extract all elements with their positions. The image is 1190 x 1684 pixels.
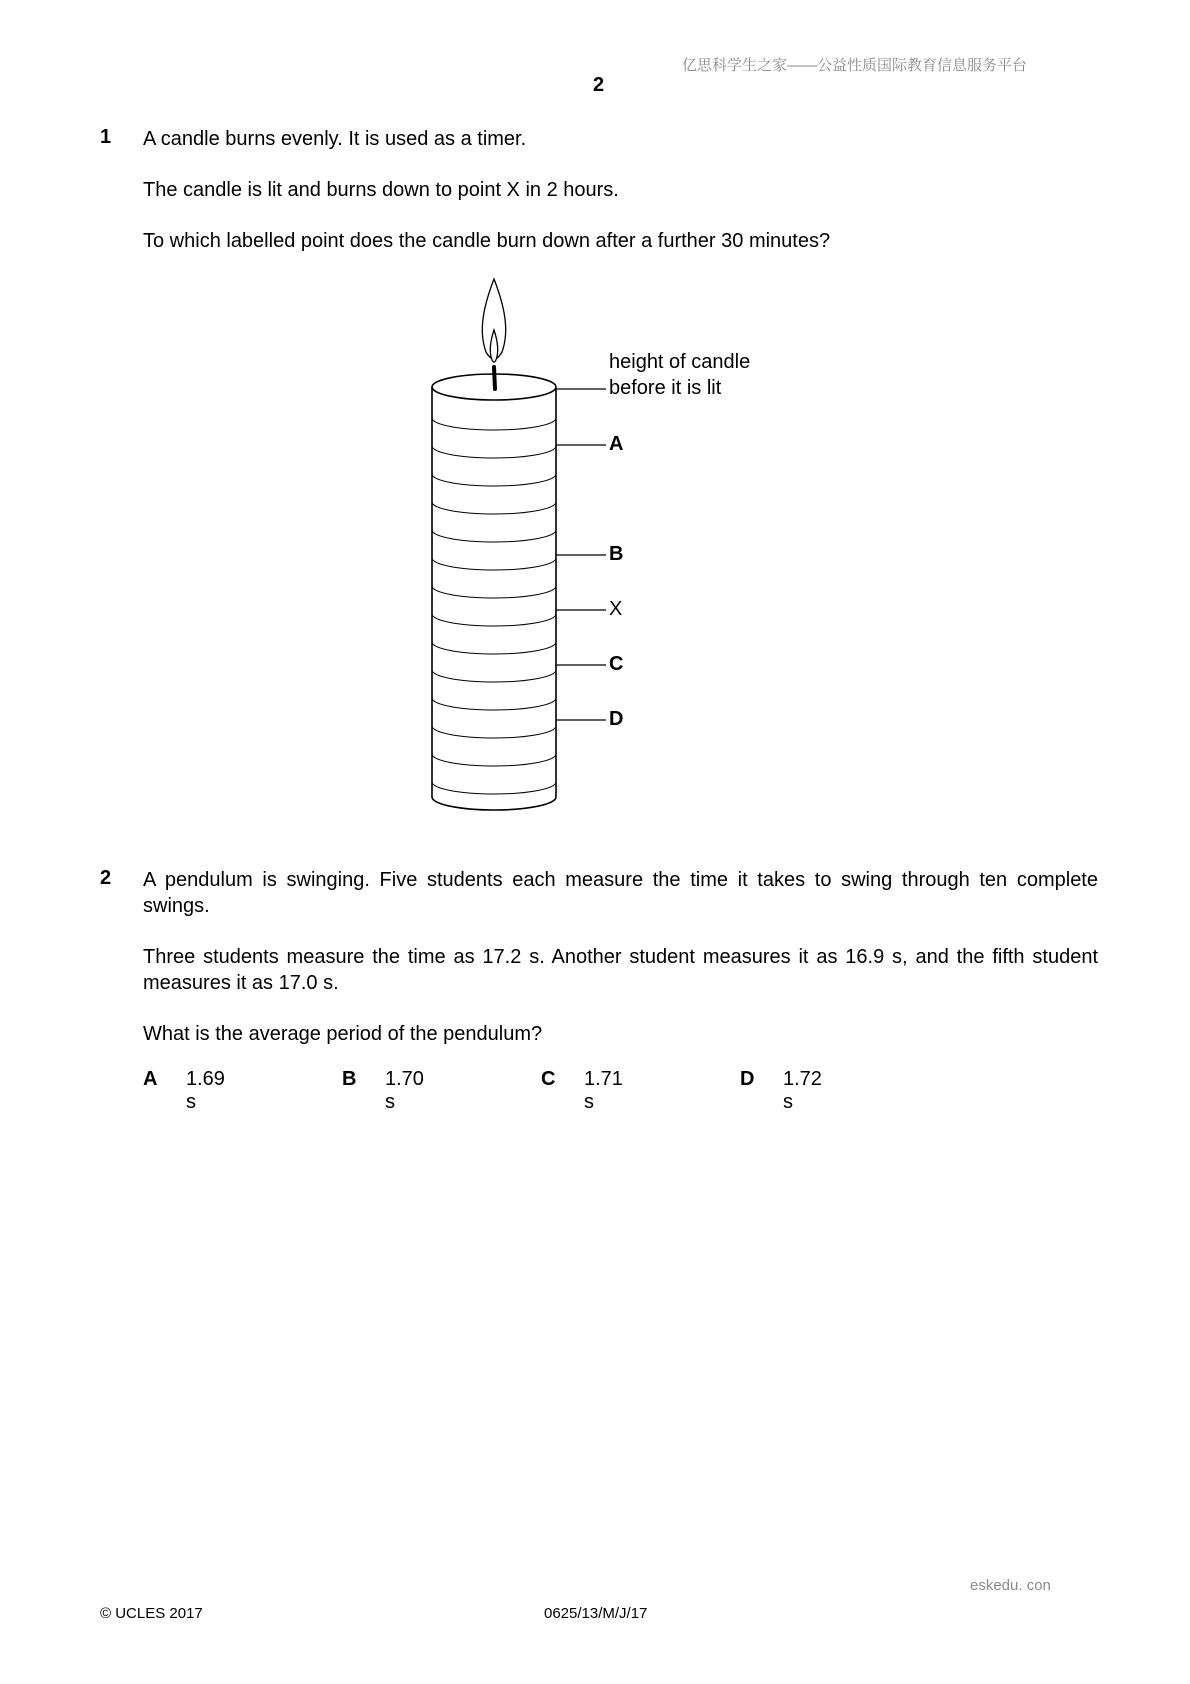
option-c-letter: C xyxy=(541,1068,556,1090)
question-1-line-1: A candle burns evenly. It is used as a timer. xyxy=(143,128,527,150)
question-1-line-3: To which labelled point does the candle burn down after a further 30 minutes? xyxy=(143,230,831,252)
candle-body xyxy=(432,374,556,810)
option-a-value: 1.69 s xyxy=(186,1068,225,1113)
question-2-question: What is the average period of the pendulum? xyxy=(143,1023,543,1045)
label-height-before-lit xyxy=(609,349,750,401)
label-c: C xyxy=(609,653,624,675)
label-a: A xyxy=(609,433,624,455)
option-b-letter: B xyxy=(342,1068,357,1090)
question-2-para-1: A pendulum is swinging. Five students each measure the time it takes to swing through ten complete swings. xyxy=(143,869,1098,917)
label-d: D xyxy=(609,708,624,730)
option-a-letter: A xyxy=(143,1068,158,1090)
question-1-number: 1 xyxy=(100,126,112,148)
label-height-line-1: height of candle xyxy=(609,351,751,373)
label-b: B xyxy=(609,543,624,565)
option-d-letter: D xyxy=(740,1068,755,1090)
page-number: 2 xyxy=(593,74,605,96)
candle-flame xyxy=(482,279,505,362)
question-2-number: 2 xyxy=(100,867,112,889)
label-height-line-2: before it is lit xyxy=(609,377,722,399)
option-c-value: 1.71 s xyxy=(584,1068,623,1113)
label-x: X xyxy=(609,598,623,620)
option-d-value: 1.72 s xyxy=(783,1068,822,1113)
option-b-value: 1.70 s xyxy=(385,1068,424,1113)
question-2-para-2: Three students measure the time as 17.2 s. Another student measures it as 16.9 s, and the fifth student measures it as 17.0 s. xyxy=(143,946,1098,994)
footer-code: 0625/13/M/J/17 xyxy=(544,1605,648,1622)
footer-watermark: eskedu. con xyxy=(970,1577,1051,1594)
footer-copyright: © UCLES 2017 xyxy=(100,1605,203,1622)
candle-wick xyxy=(494,367,495,389)
question-1-line-2: The candle is lit and burns down to point X in 2 hours. xyxy=(143,179,619,201)
header-watermark: 亿思科学生之家——公益性质国际教育信息服务平台 xyxy=(682,57,1028,74)
label-leader-lines xyxy=(556,389,606,720)
